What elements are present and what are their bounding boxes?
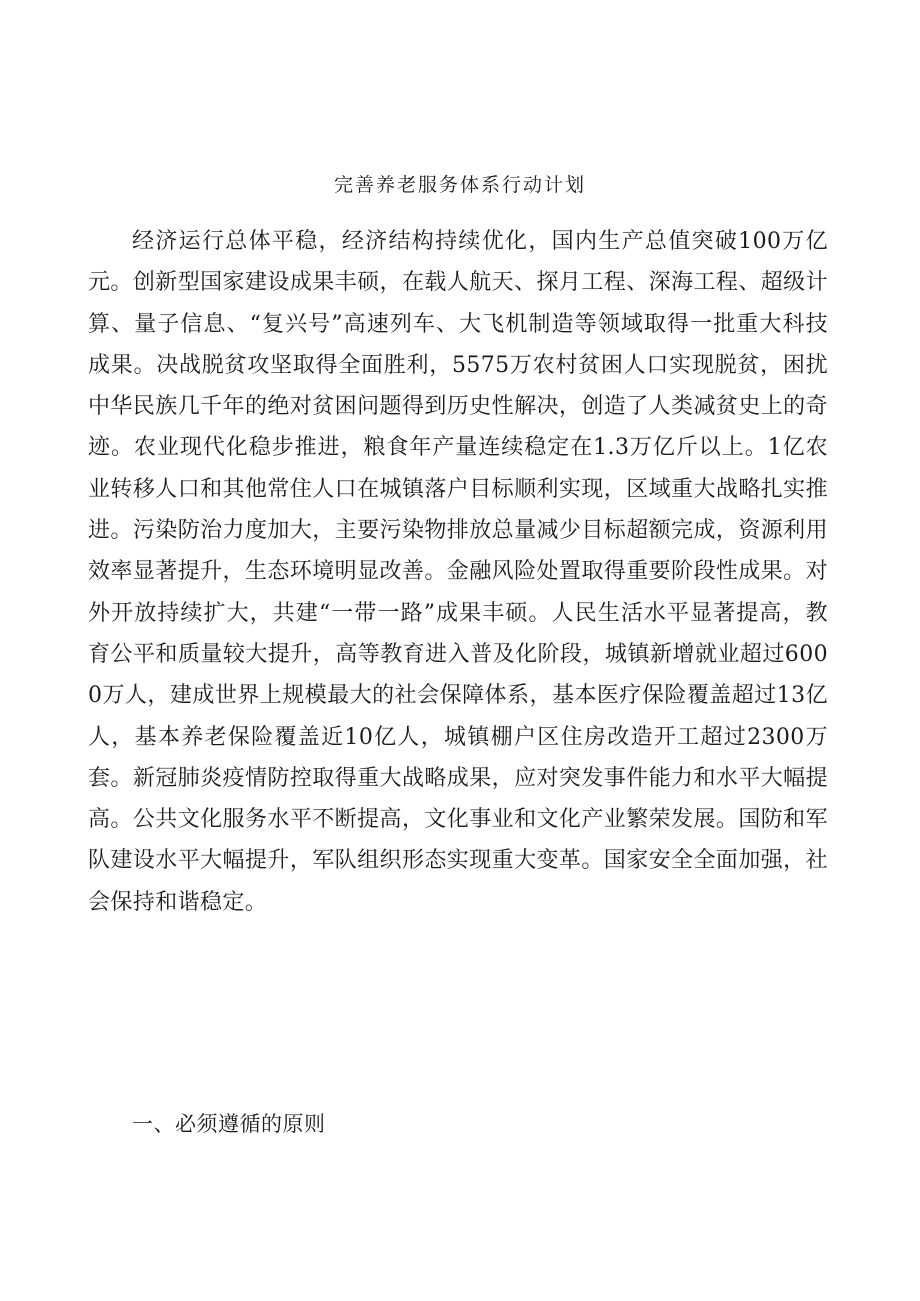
section-heading: 一、必须遵循的原则 bbox=[132, 1112, 326, 1136]
document-title: 完善养老服务体系行动计划 bbox=[333, 174, 586, 196]
body-paragraph: 经济运行总体平稳，经济结构持续优化，国内生产总值突破100万亿元。创新型国家建设成果丰硕，在载人航天、探月工程、深海工程、超级计算、量子信息、“复兴号”高速列车、大飞机制造等领域取得一批重大科技成果。决战脱贫攻坚取得全面胜利，5575万农村贫困人口实现脱贫，困扰中华民族几千年的绝对贫困问题得到历史性解决，创造了人类减贫史上的奇迹。农业现代化稳步推进，粮食年产量连续稳定在1.3万亿斤以上。1亿农业转移人口和其他常住人口在城镇落户目标顺利实现，区域重大战略扎实推进。污染防治力度加大，主要污染物排放总量减少目标超额完成，资源利用效率显著提升，生态环境明显改善。金融风险处置取得重要阶段性成果。对外开放持续扩大，共建“一带一路”成果丰硕。人民生活水平显著提高，教育公平和质量较大提升，高等教育进入普及化阶段，城镇新增就业超过6000万人，建成世界上规模最大的社会保障体系，基本医疗保险覆盖超过13亿人，基本养老保险覆盖近10亿人，城镇棚户区住房改造开工超过2300万套。新冠肺炎疫情防控取得重大战略成果，应对突发事件能力和水平大幅提高。公共文化服务水平不断提高，文化事业和文化产业繁荣发展。国防和军队建设水平大幅提升，军队组织形态实现重大变革。国家安全全面加强，社会保持和谐稳定。 bbox=[88, 229, 828, 915]
